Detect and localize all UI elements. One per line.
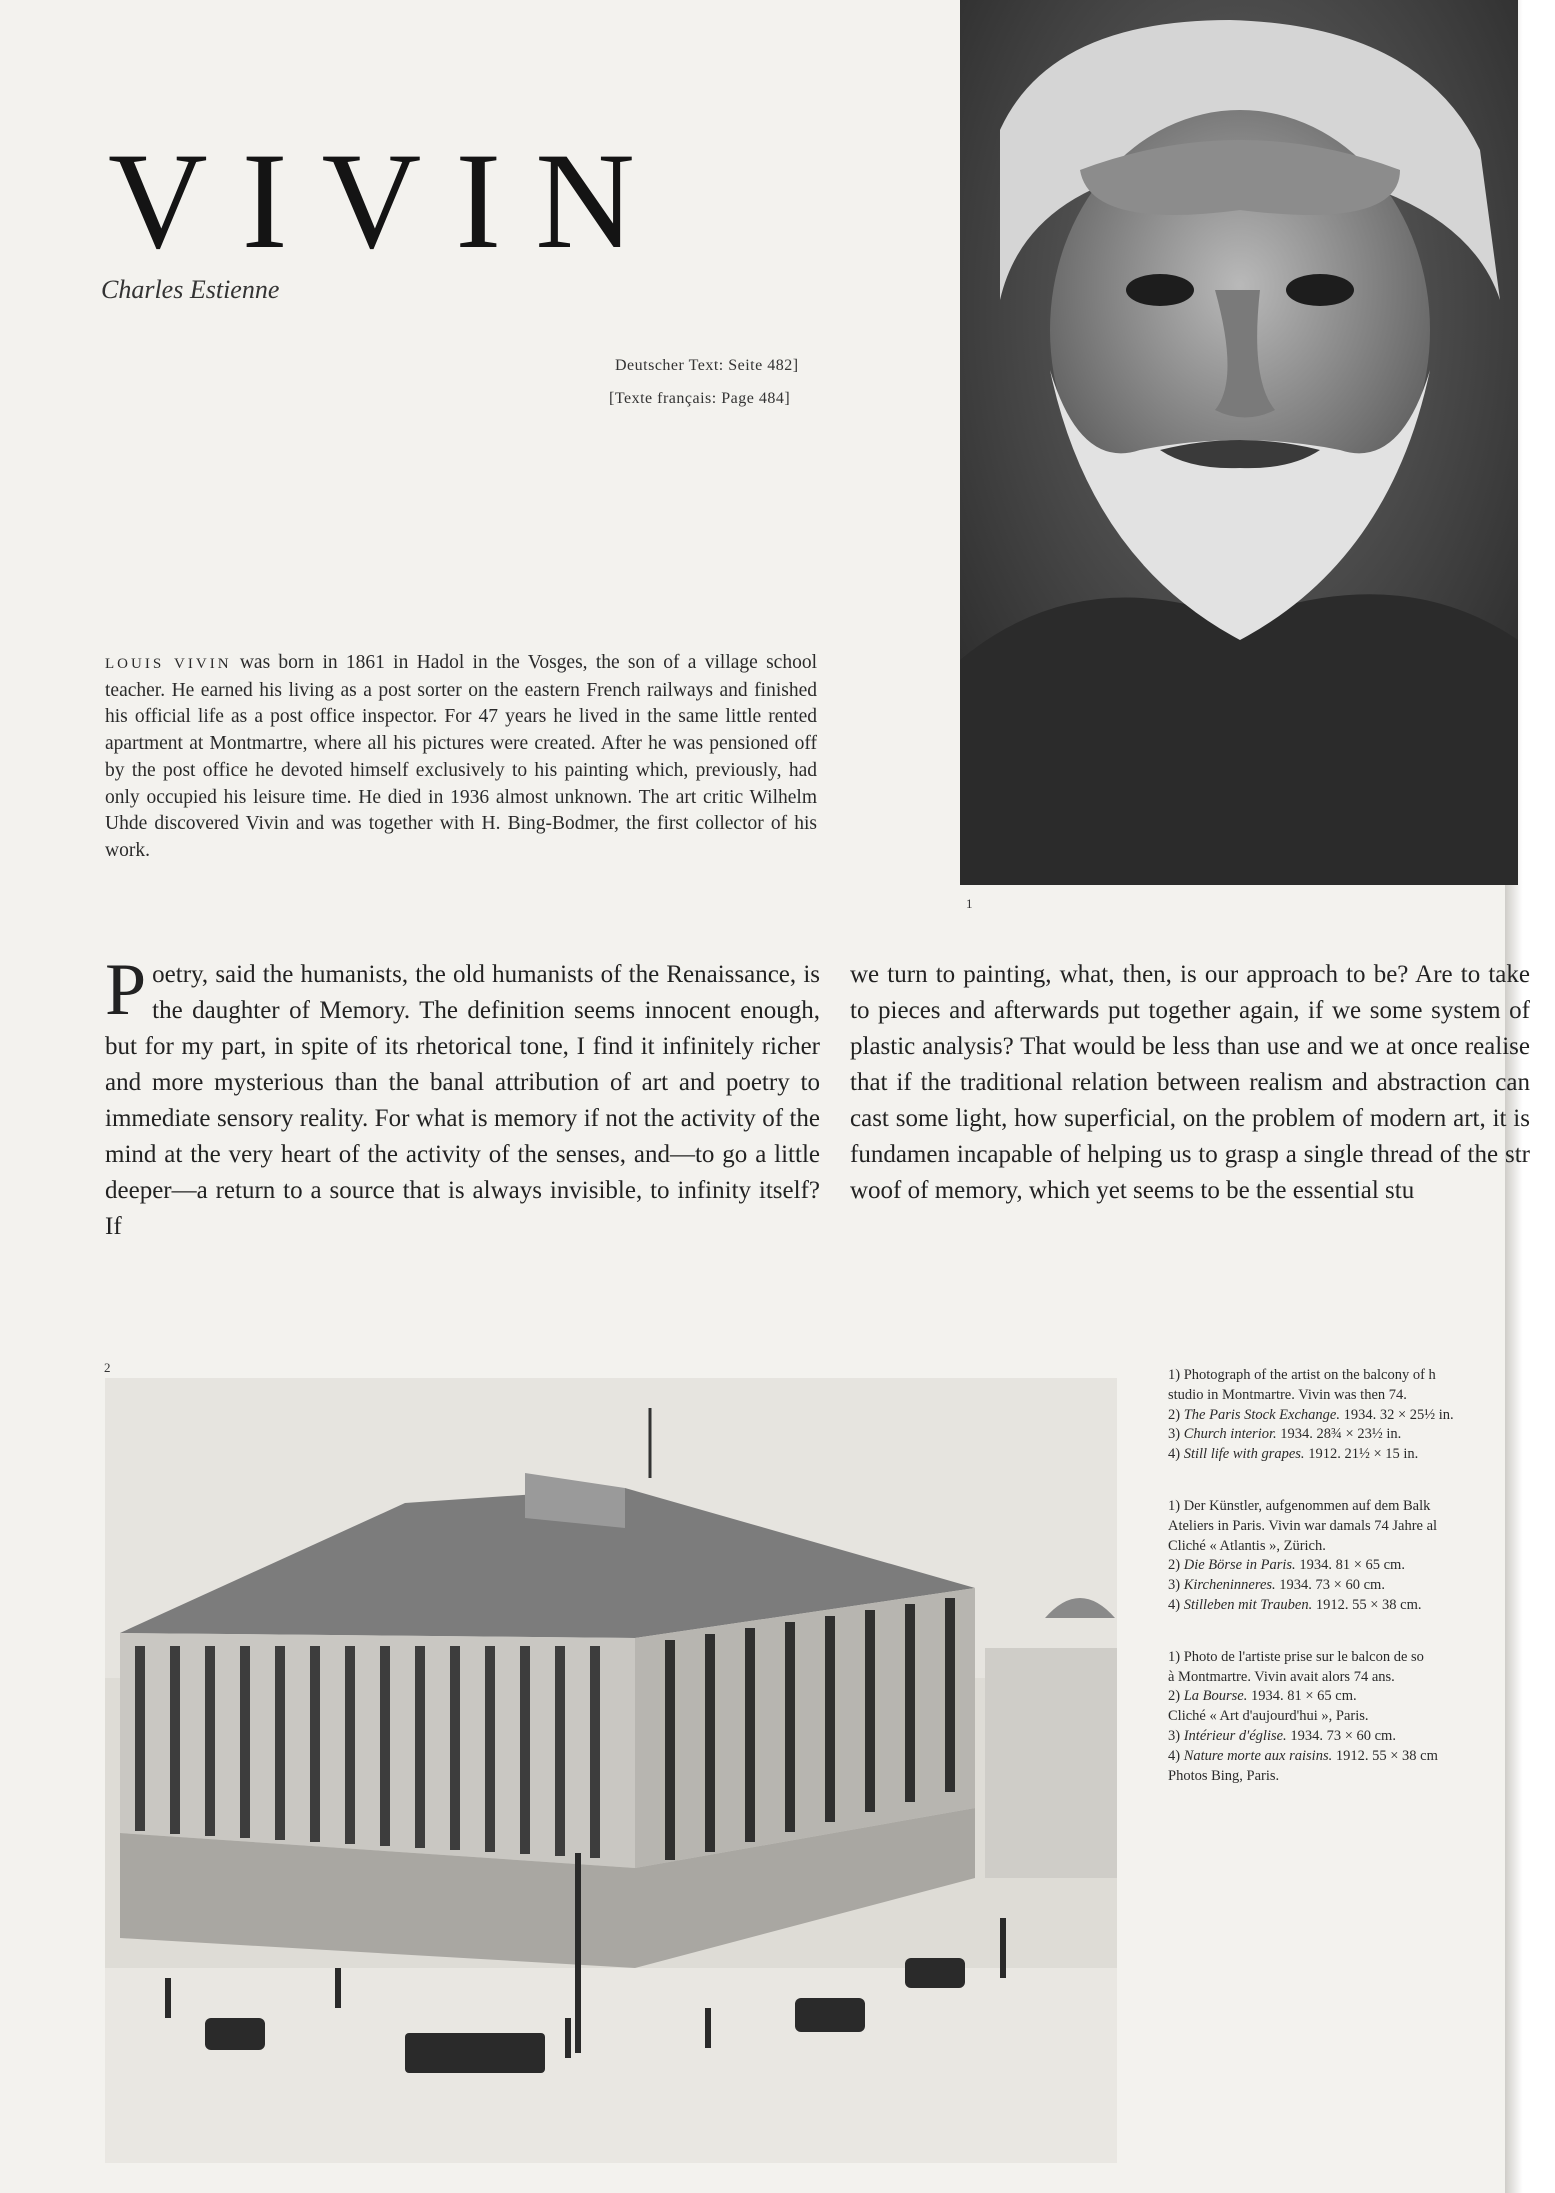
caption-line: 2) The Paris Stock Exchange. 1934. 32 × 25½ in.	[1168, 1406, 1454, 1423]
caption-line: 4) Stilleben mit Trauben. 1912. 55 × 38 cm.	[1168, 1596, 1422, 1613]
caption-line: 2) Die Börse in Paris. 1934. 81 × 65 cm.	[1168, 1557, 1405, 1574]
caption-line: 4) Still life with grapes. 1912. 21½ × 15 in.	[1168, 1446, 1419, 1463]
caption-line: 1) Photo de l'artiste prise sur le balcon de so	[1168, 1648, 1424, 1665]
caption-line: 2) La Bourse. 1934. 81 × 65 cm.	[1168, 1688, 1357, 1705]
captions-english	[1168, 1366, 1508, 1465]
article-title: VIVIN	[108, 124, 669, 278]
intro-paragraph	[105, 650, 817, 865]
caption-line: Cliché « Art d'aujourd'hui », Paris.	[1168, 1708, 1369, 1725]
artist-portrait-photo	[960, 0, 1518, 885]
caption-line: 4) Nature morte aux raisins. 1912. 55 × 38 cm	[1168, 1747, 1438, 1764]
figure-2-number: 2	[104, 1360, 111, 1375]
caption-line: Photos Bing, Paris.	[1168, 1767, 1280, 1784]
french-text-reference: [Texte français: Page 484]	[609, 390, 791, 407]
intro-text: was born in 1861 in Hadol in the Vosges, the son of a village school teacher. He earned his living as a post sorter on the eastern French railways and finished his official life as a post office inspector. For 47 years he lived in the same little rented apartment at Montmartre, where all his pictures were created. After he was pensioned off by the post office he devoted himself exclusively to his painting which, previously, had only occupied his leisure time. He died in 1936 almost unknown. The art critic Wilhelm Uhde discovered Vivin and was together with H. Bing-Bodmer, the first collector of his work.	[105, 652, 817, 861]
author-name: Charles Estienne	[101, 275, 280, 304]
essay-left-column	[105, 949, 820, 1245]
caption-line: Ateliers in Paris. Vivin war damals 74 Jahre al	[1168, 1517, 1438, 1534]
captions-french	[1168, 1648, 1508, 1787]
essay-left-text: oetry, said the humanists, the old humanists of the Renaissance, is the daughter of Memory. The definition seems innocent enough, but for my part, in spite of its rhetorical tone, I find it infinitely richer and more mysterious than the banal attribution of art and poetry to immediate sensory reality. For what is memory if not the activity of the mind at the very heart of the activity of the senses, and—to go a little deeper—a return to a source that is always invisible, to infinity itself? If	[105, 961, 820, 1240]
stock-exchange-painting	[105, 1378, 1117, 2163]
caption-line: 3) Intérieur d'église. 1934. 73 × 60 cm.	[1168, 1727, 1396, 1744]
essay-right-text: we turn to painting, what, then, is our approach to be? Are to take to pieces and afterwards put together again, if we some system of plastic analysis? That would be less than use and we at once realise that if the traditional relation between realism and abstraction can cast some light, how superficial, on the problem of modern art, it is fundamen incapable of helping us to grasp a single thread of the str woof of memory, which yet seems to be the essential stu	[850, 961, 1530, 1204]
german-text-reference: Deutscher Text: Seite 482]	[615, 357, 799, 374]
essay-right-column	[850, 957, 1530, 1209]
caption-line: 1) Photograph of the artist on the balcony of h	[1168, 1367, 1436, 1383]
drop-cap: P	[105, 949, 147, 1031]
intro-artist-name: LOUIS VIVIN	[105, 656, 232, 672]
caption-line: 3) Church interior. 1934. 28¾ × 23½ in.	[1168, 1426, 1402, 1443]
caption-line: à Montmartre. Vivin avait alors 74 ans.	[1168, 1668, 1395, 1685]
caption-line: studio in Montmartre. Vivin was then 74.	[1168, 1386, 1407, 1403]
figure-1-number: 1	[966, 896, 973, 911]
captions-german	[1168, 1497, 1508, 1616]
caption-line: 1) Der Künstler, aufgenommen auf dem Balk	[1168, 1497, 1431, 1514]
caption-line: Cliché « Atlantis », Zürich.	[1168, 1537, 1326, 1554]
figure-captions	[1168, 1366, 1508, 1818]
caption-line: 3) Kircheninneres. 1934. 73 × 60 cm.	[1168, 1577, 1385, 1594]
